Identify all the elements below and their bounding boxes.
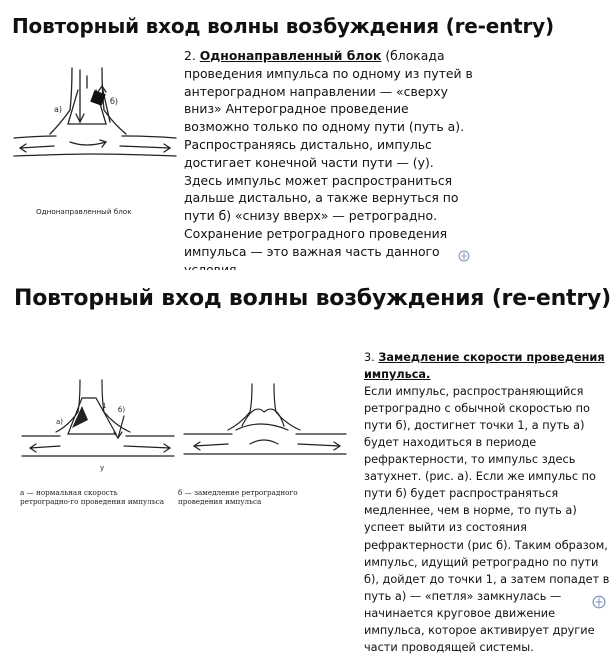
path-b-label: б) [118,406,126,414]
slide-body [184,47,474,278]
diagram-normal-speed [20,376,176,476]
diagram-slow-speed [180,382,350,472]
point-y-label: у [100,464,105,472]
caption-a: а — нормальная скорость ретроградно-го проведения импульса [20,488,165,506]
slide-bottom [0,270,614,654]
body-text: (блокада проведения импульса по одному из путей в антероградном направлении — «сверху вниз» Антероградное проведение возможно только по одному пути (путь а). Распространяясь дистально, импульс достигает конечной части пути — (у). Здесь импульс может распространиться дальше дистально, а также вернуться по пути б) «снизу вверх» — ретроградно. Сохранение ретроградного проведения импульса — это важная часть данного [184,48,473,259]
slide-title: Повторный вход волны возбуждения (re-entry) [14,286,611,311]
heading-underlined: Однонаправленный блок [199,48,382,63]
slide-title: Повторный вход волны возбуждения (re-entry) [12,14,554,38]
heading-number: 3. [364,351,379,364]
heading-underlined: Замедление скорости проведения импульса. [364,351,605,382]
point-one-label: 1 [102,402,107,410]
path-a-label: а) [56,418,64,426]
unidirectional-block-diagram [10,62,182,172]
slide-logo-icon [458,250,470,262]
path-b-label: б) [110,97,119,106]
path-a-label: а) [54,105,63,114]
slide-top [0,0,554,268]
heading-number: 2. [184,48,200,63]
caption-b: б — замедление ретроградного проведения импульса [178,488,298,506]
body-text: Если импульс, распространяющийся ретроградно с обычной скоростью по пути б), достигнет точки 1, а путь а) будет находиться в периоде рефрактерности, то импульс здесь затухнет. (рис. а). Если же импульс по пути б) будет распространяться медленнее, чем в норме, то путь а) успеет выйти из состояния рефрактерности (рис б). Таким образом, импульс, идущий ретроградно по пути б), дойдет до точки 1, а затем попадет в путь а) — «петля» замкнулась — начинается круговое движение импульса, которое активирует другие части проводящей системы. [364,385,610,654]
slide-logo-icon [592,595,606,609]
slide-body [364,349,614,656]
figure-caption: Однонаправленный блок [36,207,132,216]
